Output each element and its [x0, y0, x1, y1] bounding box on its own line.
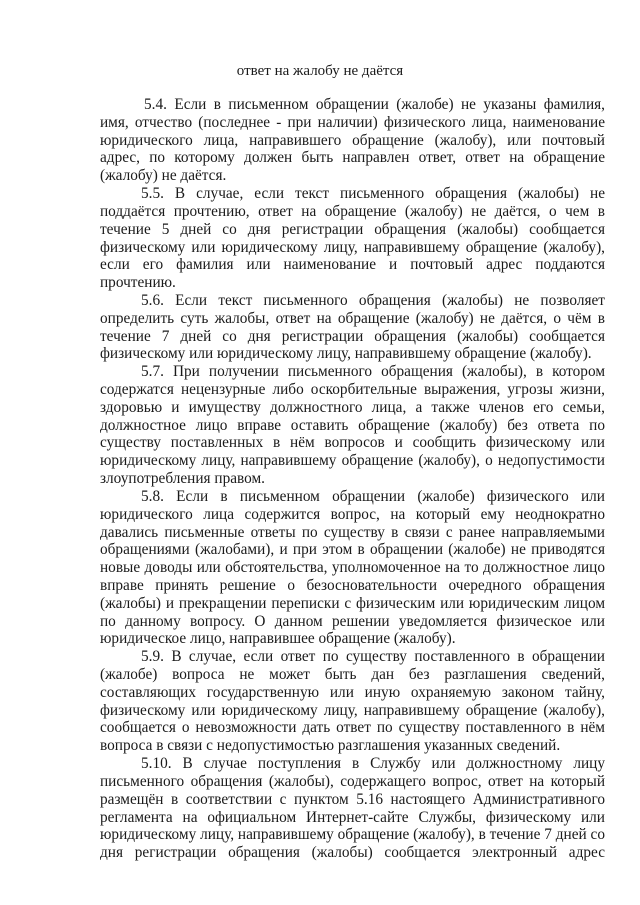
- paragraph-5-4: 5.4. Если в письменном обращении (жалобе) не указаны фамилия, имя, отчество (последнее - при наличии) физического лица, наименование юридического лица, направившего обращение (жалобу), или почтовый адрес, по которому должен быть направлен ответ, ответ на обращение (жалобу) не даётся.: [100, 96, 605, 185]
- continuation-line: ответ на жалобу не даётся: [236, 63, 404, 79]
- paragraph-5-8: 5.8. Если в письменном обращении (жалобе) физического или юридического лица содержится вопрос, на который ему неоднократно давались письменные ответы по существу в связи с ранее направляемыми обращениями (жалобами), и при этом в обращении (жалобе) не приводятся новые доводы или обстоятельства, уполномоченное на то должностное лицо вправе принять решение о безосновательности очередного обращения (жалобы) и прекращении переписки с физическим или юридическим лицом по данному вопросу. О данном решении уведомляется физическое или юридическое лицо, направившее обращение (жалобу).: [100, 487, 605, 648]
- document-body: [100, 96, 605, 862]
- paragraph-5-7: 5.7. При получении письменного обращения (жалобы), в котором содержатся нецензурные либо оскорбительные выражения, угрозы жизни, здоровью и имуществу должностного лица, а также членов его семьи, должностное лицо вправе оставить обращение (жалобу) без ответа по существу поставленных в нём вопросов и сообщить физическому или юридическому лицу, направившему обращение (жалобу), о недопустимости злоупотребления правом.: [100, 363, 605, 488]
- paragraph-5-5: 5.5. В случае, если текст письменного обращения (жалобы) не поддаётся прочтению, ответ на обращение (жалобу) не даётся, о чем в течение 5 дней со дня регистрации обращения (жалобы) сообщается физическому или юридическому лицу, направившему обращение (жалобу), если его фамилия или наименование и почтовый адрес поддаются прочтению.: [100, 185, 605, 292]
- paragraph-5-9: 5.9. В случае, если ответ по существу поставленного в обращении (жалобе) вопроса не может быть дан без разглашения сведений, составляющих государственную или иную охраняемую законом тайну, физическому или юридическому лицу, направившему обращение (жалобу), сообщается о невозможности дать ответ по существу поставленного в нём вопроса в связи с недопустимостью разглашения указанных сведений.: [100, 648, 605, 755]
- paragraph-5-10: 5.10. В случае поступления в Службу или должностному лицу письменного обращения (жалобы), содержащего вопрос, ответ на который размещён в соответствии с пунктом 5.16 настоящего Административного регламента на официальном Интернет-сайте Службы, физическому или юридическому лицу, направившему обращение (жалобу), в течение 7 дней со дня регистрации обращения (жалобы) сообщается электронный адрес: [100, 755, 605, 862]
- paragraph-5-6: 5.6. Если текст письменного обращения (жалобы) не позволяет определить суть жалобы, ответ на обращение (жалобу) не даётся, о чём в течение 7 дней со дня регистрации обращения (жалобы) сообщается физическому или юридическому лицу, направившему обращение (жалобу).: [100, 291, 605, 363]
